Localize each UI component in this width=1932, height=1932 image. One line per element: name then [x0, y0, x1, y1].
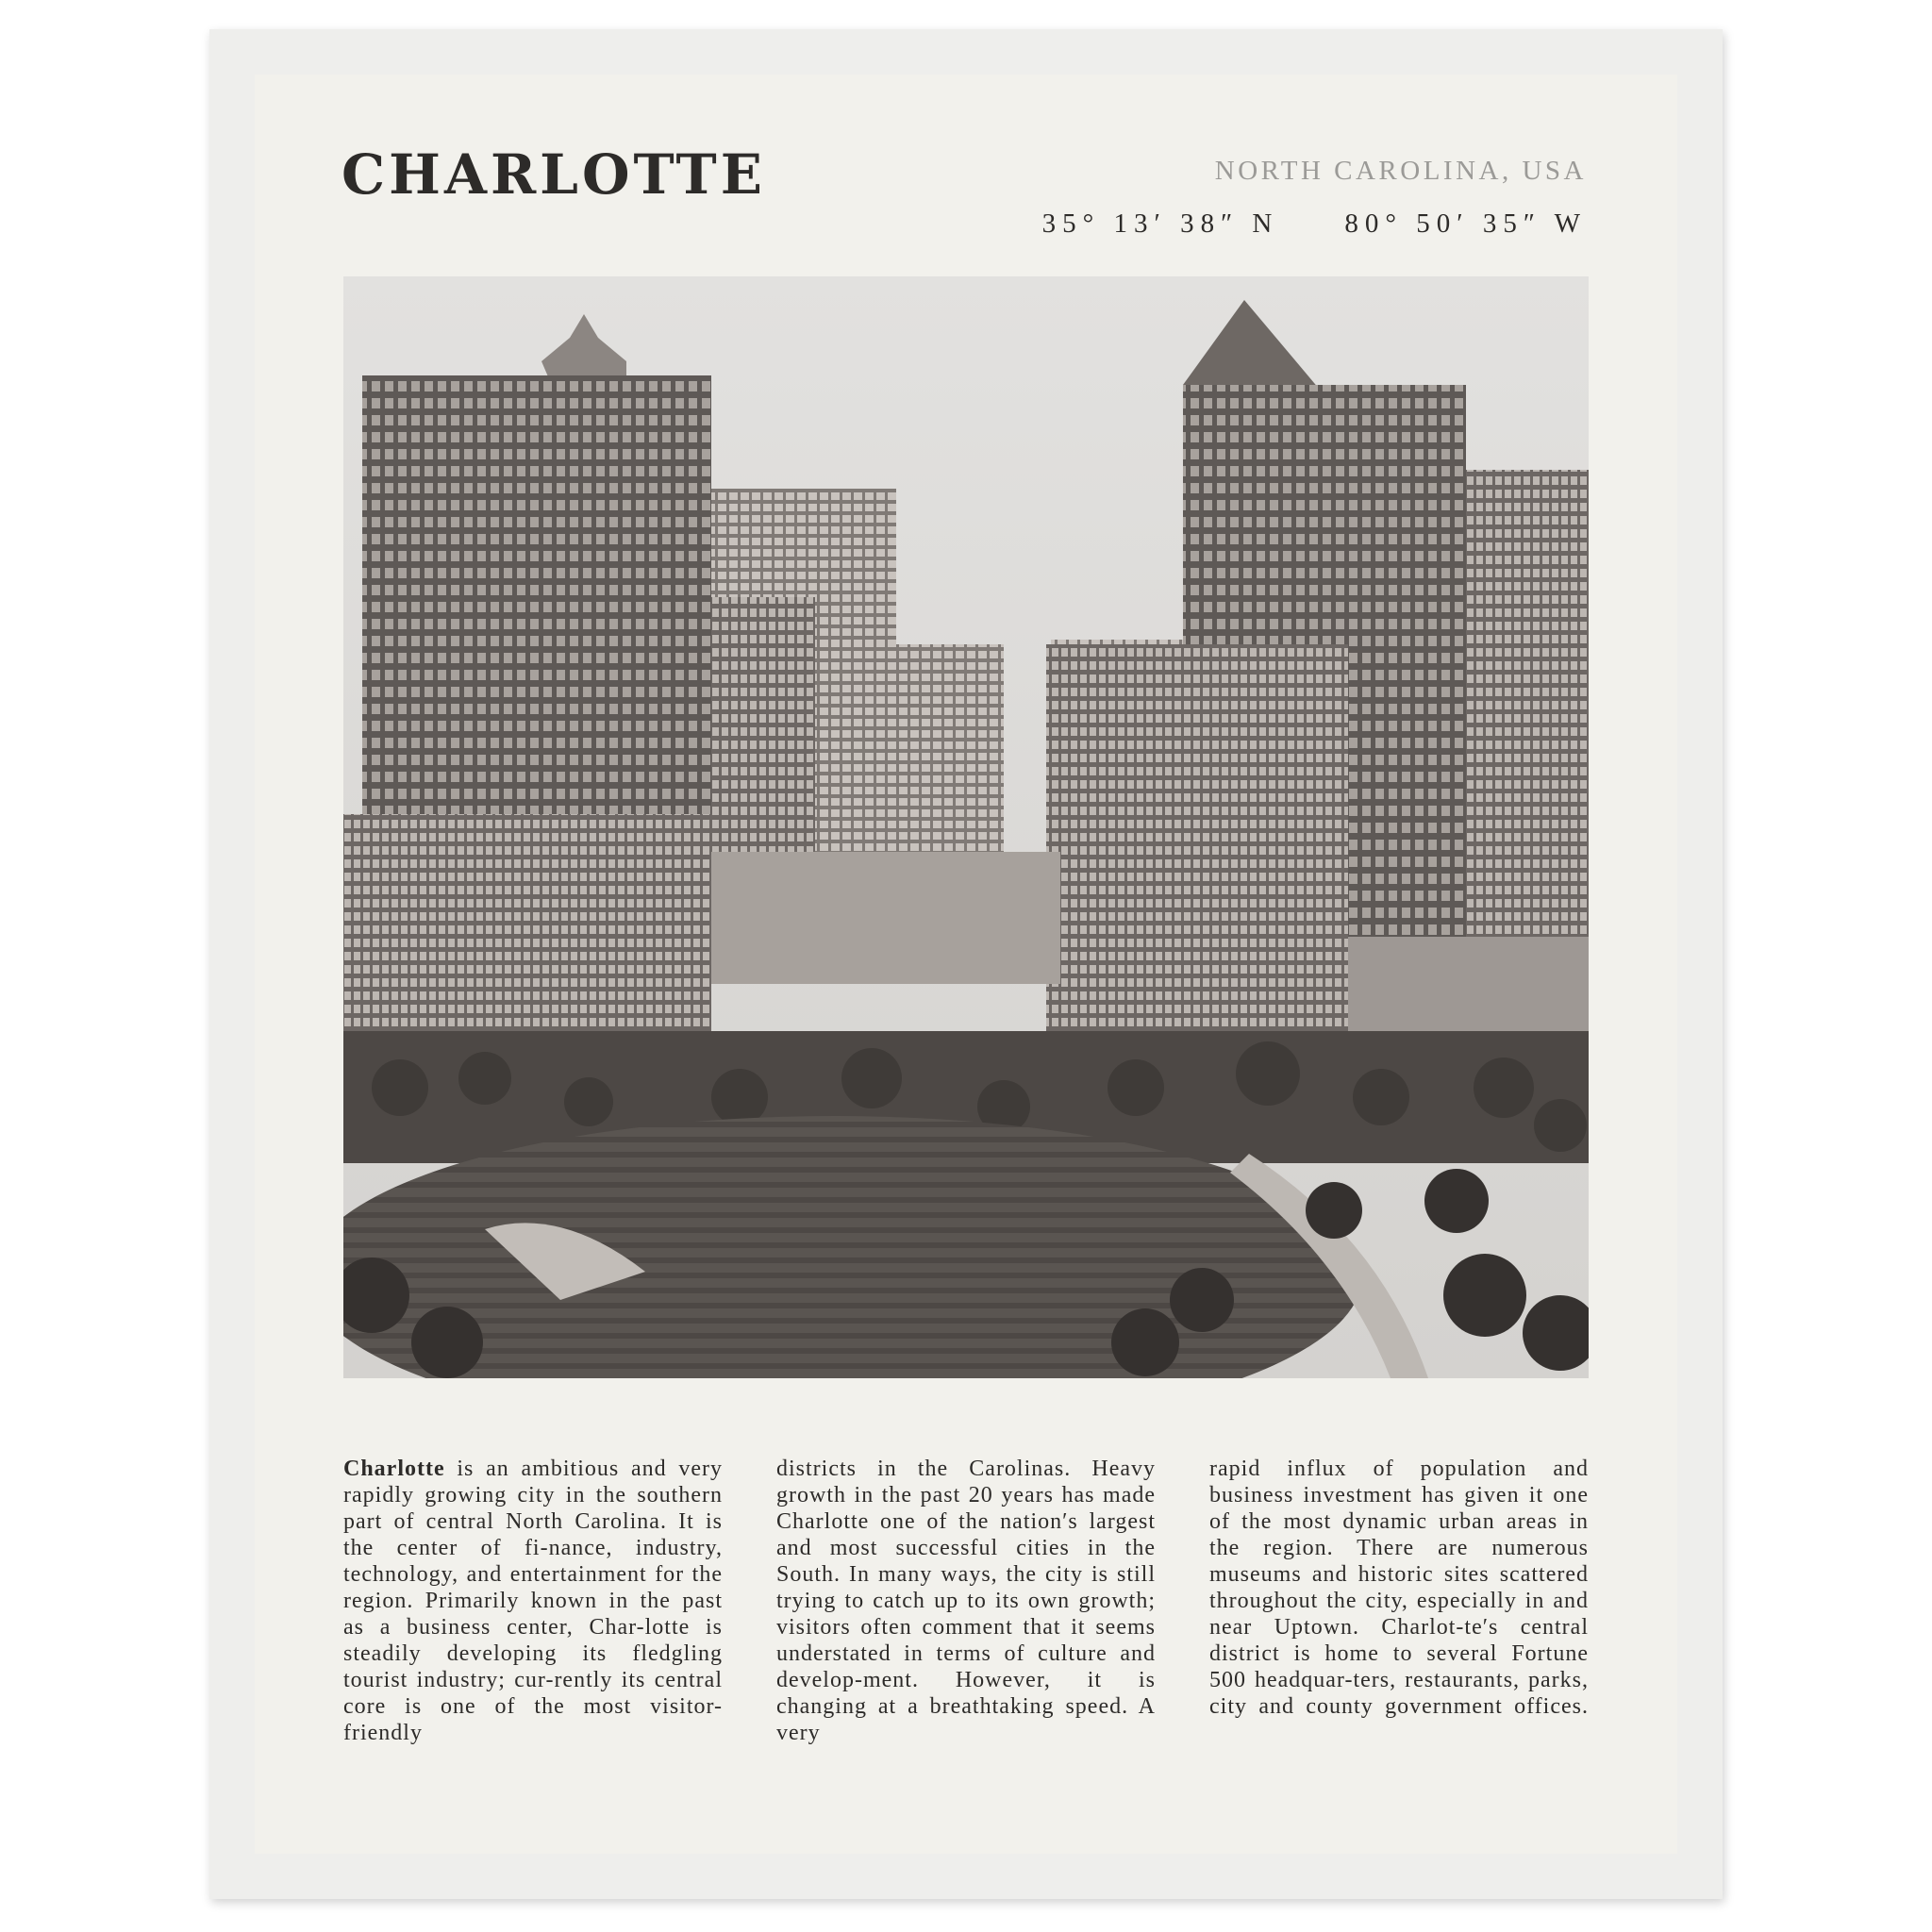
- left-podium: [343, 814, 711, 1069]
- latitude: 35° 13′ 38″ N: [1041, 208, 1279, 239]
- skyline-photo: [343, 276, 1589, 1378]
- building: [1457, 470, 1589, 960]
- glass-tower: [1046, 644, 1348, 1041]
- description-column-1: [343, 1456, 723, 1746]
- description-column-3: rapid influx of population and business investment has given it one of the most dynamic urban areas in the region. There are numerous museums and historic sites scattered throughout the city, especially in and near Uptown. Charlot-te′s central district is home to several Fortune 500 headquar-ters, restaurants, parks, city and county government offices.: [1209, 1457, 1589, 1719]
- longitude: 80° 50′ 35″ W: [1344, 208, 1587, 239]
- coordinates: [1042, 208, 1587, 240]
- description-column-2: districts in the Carolinas. Heavy growth in the past 20 years has made Charlotte one of the nation′s largest and most successful cities in the South. In many ways, the city is still trying to catch up to its own growth; visitors often comment that it seems understated in terms of culture and develop-ment. However, it is changing at a breathtaking speed. A very: [776, 1457, 1156, 1745]
- region-label: NORTH CAROLINA, USA: [1214, 156, 1587, 186]
- parking-garage: [711, 852, 1060, 984]
- description-lead: Charlotte: [343, 1457, 445, 1481]
- city-title: CHARLOTTE: [341, 142, 766, 207]
- poster-frame: [209, 29, 1723, 1899]
- poster: [255, 75, 1677, 1854]
- description-text-1: is an ambitious and very rapidly growing city in the southern part of central North Carolina. It is the center of fi-nance, industry, technology, and entertainment for the region. Primarily known in the past as a business center, Char-lotte is steadily developing its fledgling tourist industry; cur-rently its central core is one of the most visitor-friendly: [343, 1457, 723, 1745]
- description: [343, 1456, 1589, 1746]
- skyline-illustration: [343, 276, 1589, 1378]
